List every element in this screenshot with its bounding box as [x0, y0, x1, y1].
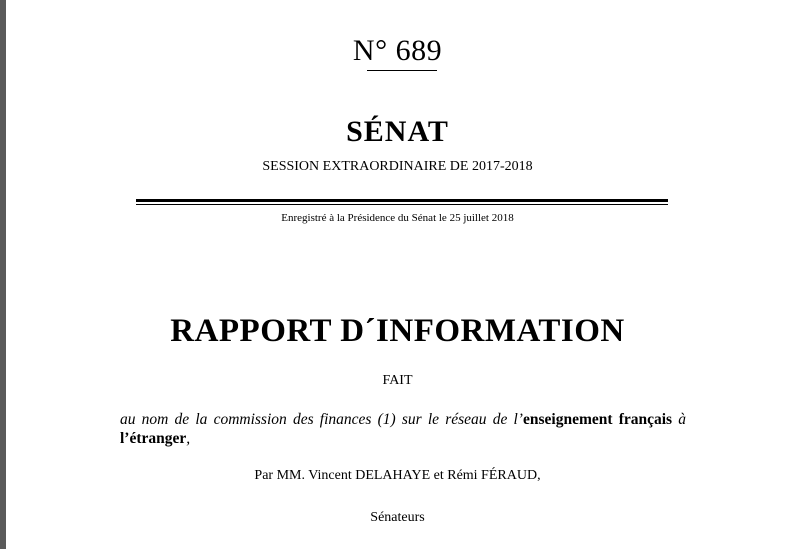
- subject-intro: au nom de la commission des finances (1) sur le réseau de l’: [120, 411, 523, 428]
- report-number: N° 689: [352, 34, 443, 67]
- subject-bold-part-2: l’étranger: [120, 430, 187, 447]
- made-label: FAIT: [382, 373, 413, 388]
- subject-trailing: ,: [186, 430, 191, 447]
- subject-connector: à: [672, 411, 687, 428]
- report-subject-paragraph: [120, 410, 686, 448]
- report-title: RAPPORT D´INFORMATION: [170, 313, 625, 349]
- authors-role: Sénateurs: [370, 510, 425, 525]
- chamber-title: SÉNAT: [346, 115, 449, 148]
- divider-thick: [136, 199, 668, 202]
- divider-thin: [136, 204, 668, 205]
- subject-bold-part-1: enseignement français: [522, 411, 673, 428]
- report-number-underline: [367, 70, 437, 71]
- authors-line: Par MM. Vincent DELAHAYE et Rémi FÉRAUD,: [254, 468, 541, 483]
- registration-line: Enregistré à la Présidence du Sénat le 25 juillet 2018: [281, 212, 514, 224]
- document-page: [6, 0, 795, 549]
- session-line: SESSION EXTRAORDINAIRE DE 2017-2018: [262, 159, 533, 174]
